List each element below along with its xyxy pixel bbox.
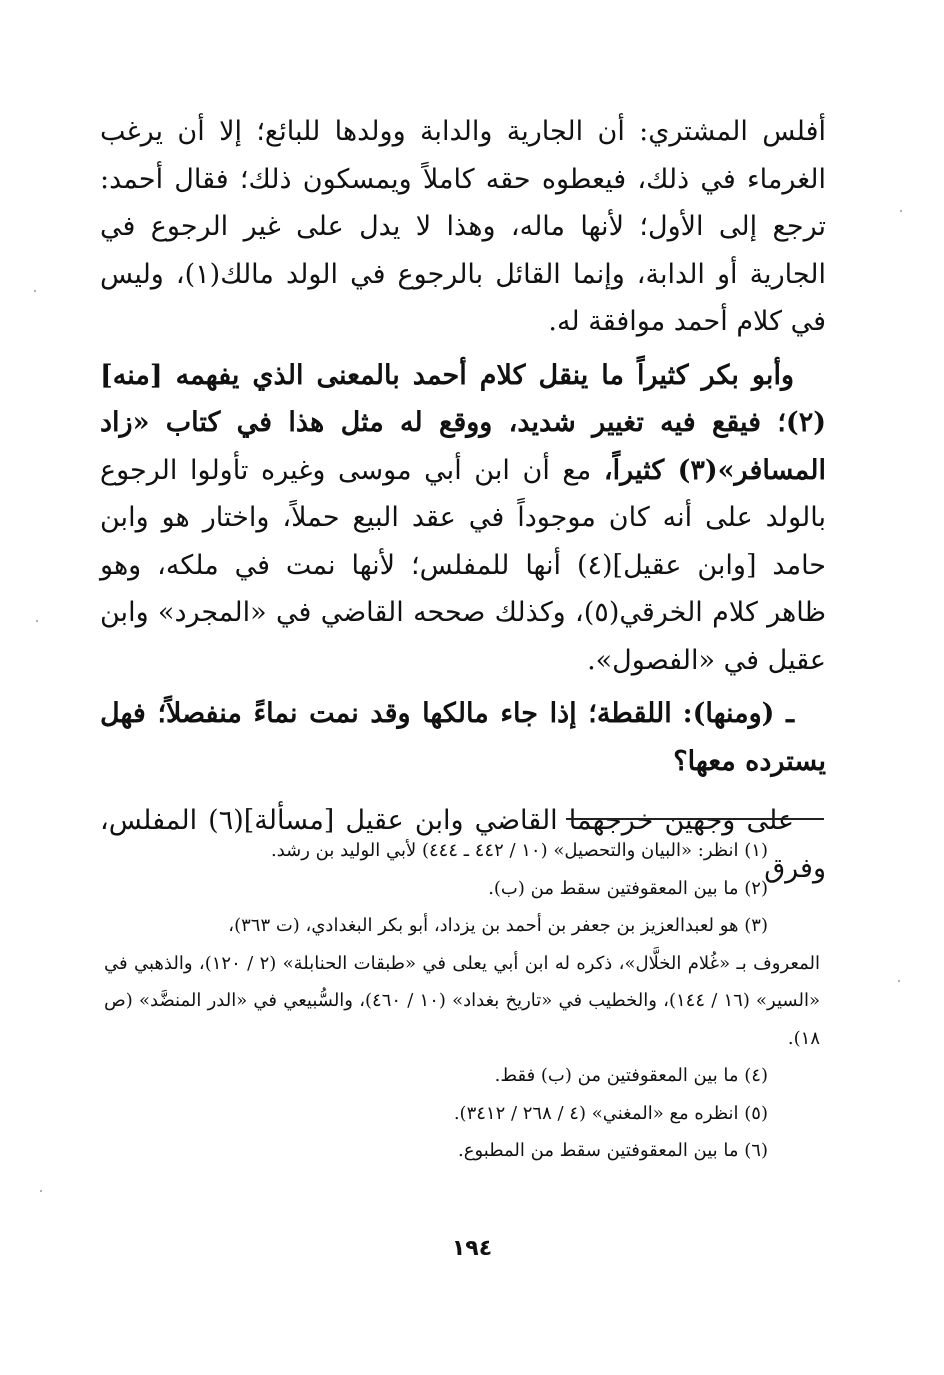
paragraph-2-bold-text: وأبو بكر كثيراً ما ينقل كلام أحمد بالمعنى الذي يفهمه [منه](٢)؛ فيقع فيه تغيير شديد، ووقع له مثل هذا في كتاب «زاد المسافر»(٣) كثيراً، <box>100 359 826 486</box>
paragraph-2 <box>100 352 826 685</box>
footnote-1: (١) انظر: «البيان والتحصيل» (١٠ / ٤٤٢ ـ ٤٤٤) لأبي الوليد بن رشد. <box>271 840 768 861</box>
footnote-3-first-line: (٣) هو لعبدالعزيز بن جعفر بن أحمد بن يزداد، أبو بكر البغدادي، (ت ٣٦٣)، <box>228 915 768 936</box>
footnote-separator <box>566 818 824 820</box>
paragraph-2-text: مع أن ابن أبي موسى وغيره تأولوا الرجوع بالولد على أنه كان موجوداً في عقد البيع حملاً، واختار هو وابن حامد [وابن عقيل](٤) أنها للمفلس؛ لأنها نمت في ملكه، وهو ظاهر كلام الخرقي(٥)، وكذلك صححه القاضي في «المجرد» وابن عقيل في «الفصول». <box>100 454 826 676</box>
paragraph-4: على وجهين خرجهما القاضي وابن عقيل [مسألة](٦) المفلس، وفرق <box>100 805 826 884</box>
footnote-4: (٤) ما بين المعقوفتين من (ب) فقط. <box>494 1065 768 1086</box>
scan-speck <box>34 290 36 292</box>
footnotes <box>104 832 820 1170</box>
paragraph-3 <box>100 690 826 785</box>
paragraph-1: أفلس المشتري: أن الجارية والدابة وولدها للبائع؛ إلا أن يرغب الغرماء في ذلك، فيعطوه حقه كاملاً ويمسكون ذلك؛ فقال أحمد: ترجع إلى الأول؛ لأنها ماله، وهذا لا يدل على غير الرجوع في الجارية أو الدابة، وإنما القائل بالرجوع في الولد مالك(١)، وليس في كلام أحمد موافقة له. <box>100 116 826 337</box>
footnote-5: (٥) انظره مع «المغني» (٤ / ٢٦٨ / ٣٤١٢). <box>453 1102 768 1124</box>
scan-speck <box>900 210 902 212</box>
scan-speck <box>36 620 38 622</box>
footnote-3-continuation: المعروف بـ «غُلام الخلَّال»، ذكره له ابن أبي يعلى في «طبقات الحنابلة» (٢ / ١٢٠)، والذهبي في «السير» (١٦ / ١٤٤)، والخطيب في «تاريخ بغداد» (١٠ / ٤٦٠)، والسُّبيعي في «الدر المنضَّد» (ص ١٨). <box>104 952 820 1049</box>
page-number: ١٩٤ <box>451 1236 493 1261</box>
scan-speck <box>40 1190 42 1192</box>
footnote-2: (٢) ما بين المعقوفتين سقط من (ب). <box>488 877 768 899</box>
paragraph-3-lead: ـ (ومنها): <box>682 698 794 729</box>
main-text <box>100 108 826 892</box>
footnote-6: (٦) ما بين المعقوفتين سقط من المطبوع. <box>458 1140 768 1161</box>
paragraph-3-text: اللقطة؛ إذا جاء مالكها وقد نمت نماءً منفصلاً؛ فهل يسترده معها؟ <box>100 698 826 777</box>
scan-speck <box>898 980 900 982</box>
